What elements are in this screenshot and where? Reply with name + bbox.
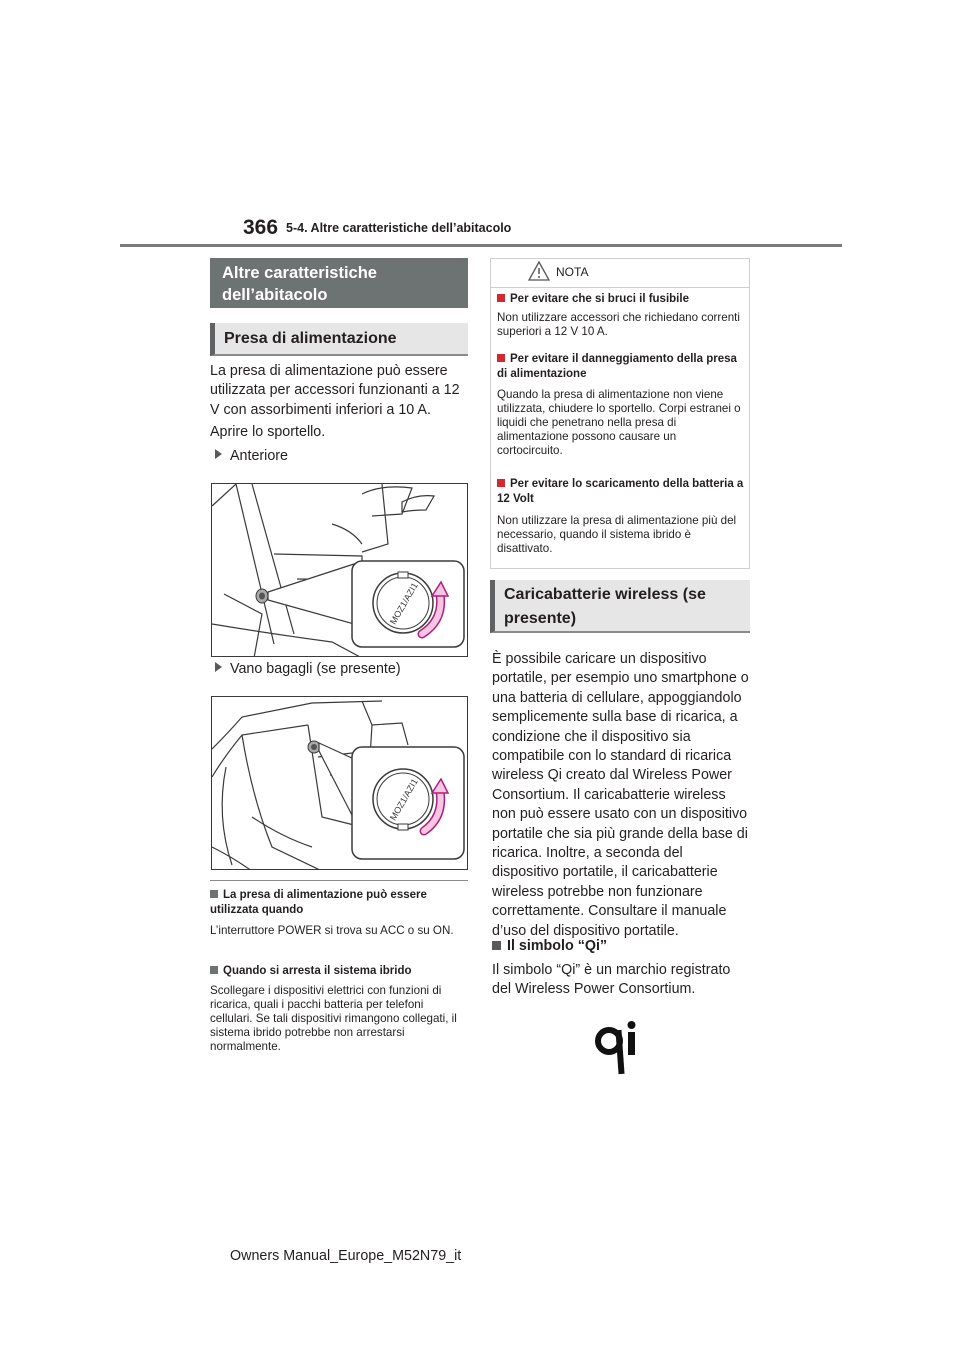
nota-separator <box>491 287 749 288</box>
note-text-usable: L’interruttore POWER si trova su ACC o su ON. <box>210 924 454 937</box>
footer-manual-id: Owners Manual_Europe_M52N79_it <box>230 1248 462 1264</box>
front-socket-illustration <box>211 483 468 657</box>
nota-heading-battery: Per evitare lo scaricamento della batteria a 12 Volt <box>497 478 744 505</box>
open-door-instruction: Aprire lo sportello. <box>210 424 326 440</box>
red-square-bullet-icon <box>497 354 505 362</box>
front-label-row <box>215 447 288 466</box>
front-label: Anteriore <box>230 448 289 464</box>
note-heading-usable: La presa di alimentazione può essere utilizzata quando <box>210 889 427 916</box>
square-bullet-icon <box>210 966 218 974</box>
triangle-bullet-icon <box>215 662 222 672</box>
nota-text-battery: Non utilizzare la presa di alimentazione più del necessario, quando il sistema ibrido è disattivato. <box>497 514 737 555</box>
triangle-bullet-icon <box>215 449 222 459</box>
section-title: 5-4. Altre caratteristiche dell’abitacolo <box>286 221 512 235</box>
subsection-title: Presa di alimentazione <box>210 323 468 356</box>
notes-divider <box>210 880 468 881</box>
nota-text-damage: Quando la presa di alimentazione non viene utilizzata, chiudere lo sportello. Corpi estranei o liquidi che penetrano nella presa di alimentazione possono causare un cortocircuito. <box>497 388 741 457</box>
luggage-label: Vano bagagli (se presente) <box>230 661 401 677</box>
cap-marking: MOZ1/AZI1 <box>387 776 420 823</box>
red-square-bullet-icon <box>497 294 505 302</box>
qi-symbol-heading: Il simbolo “Qi” <box>492 938 607 954</box>
note-heading-stop: Quando si arresta il sistema ibrido <box>210 964 468 979</box>
square-bullet-icon <box>492 941 501 950</box>
warning-triangle-icon <box>528 261 550 286</box>
chapter-title: Altre caratteristiche dell’abitacolo <box>210 258 468 308</box>
nota-text-fuse: Non utilizzare accessori che richiedano correnti superiori a 12 V 10 A. <box>497 311 740 338</box>
page-number: 366 <box>243 216 279 239</box>
red-square-bullet-icon <box>497 479 505 487</box>
nota-heading-damage: Per evitare il danneggiamento della presa di alimentazione <box>497 353 737 380</box>
qi-logo-icon <box>594 1018 644 1083</box>
qi-symbol-paragraph: Il simbolo “Qi” è un marchio registrato del Wireless Power Consortium. <box>492 962 731 998</box>
wireless-charger-paragraph: È possibile caricare un dispositivo portatile, per esempio uno smartphone o una batteria di cellulare, appoggiandolo semplicemente sulla base di ricarica, a condizione che il dispositivo sia compatibile con lo standard di ricarica wireless Qi creato dal Wireless Power Consortium. Il caricabatterie wireless non può essere usato con un dispositivo portatile che sia più grande della base di ricarica. Inoltre, a seconda del dispositivo portatile, il caricabatterie wireless potrebbe non funzionare correttamente. Consultare il manuale d’uso del dispositivo portatile. <box>492 651 749 939</box>
cap-marking: MOZ1/AZI1 <box>387 580 420 627</box>
nota-label: NOTA <box>556 265 589 279</box>
nota-heading-fuse: Per evitare che si bruci il fusibile <box>497 292 745 307</box>
intro-paragraph: La presa di alimentazione può essere utilizzata per accessori funzionanti a 12 V con assorbimenti inferiori a 10 A. <box>210 363 460 418</box>
wireless-charger-title: Caricabatterie wireless (se presente) <box>490 580 750 633</box>
square-bullet-icon <box>210 890 218 898</box>
luggage-label-row <box>215 660 401 679</box>
header-rule <box>120 244 842 247</box>
note-text-stop: Scollegare i dispositivi elettrici con funzioni di ricarica, quali i pacchi batteria per telefoni cellulari. Se tali dispositivi rimangono collegati, il sistema ibrido potrebbe non arrestarsi normalmente. <box>210 984 457 1053</box>
luggage-socket-illustration <box>211 696 468 870</box>
